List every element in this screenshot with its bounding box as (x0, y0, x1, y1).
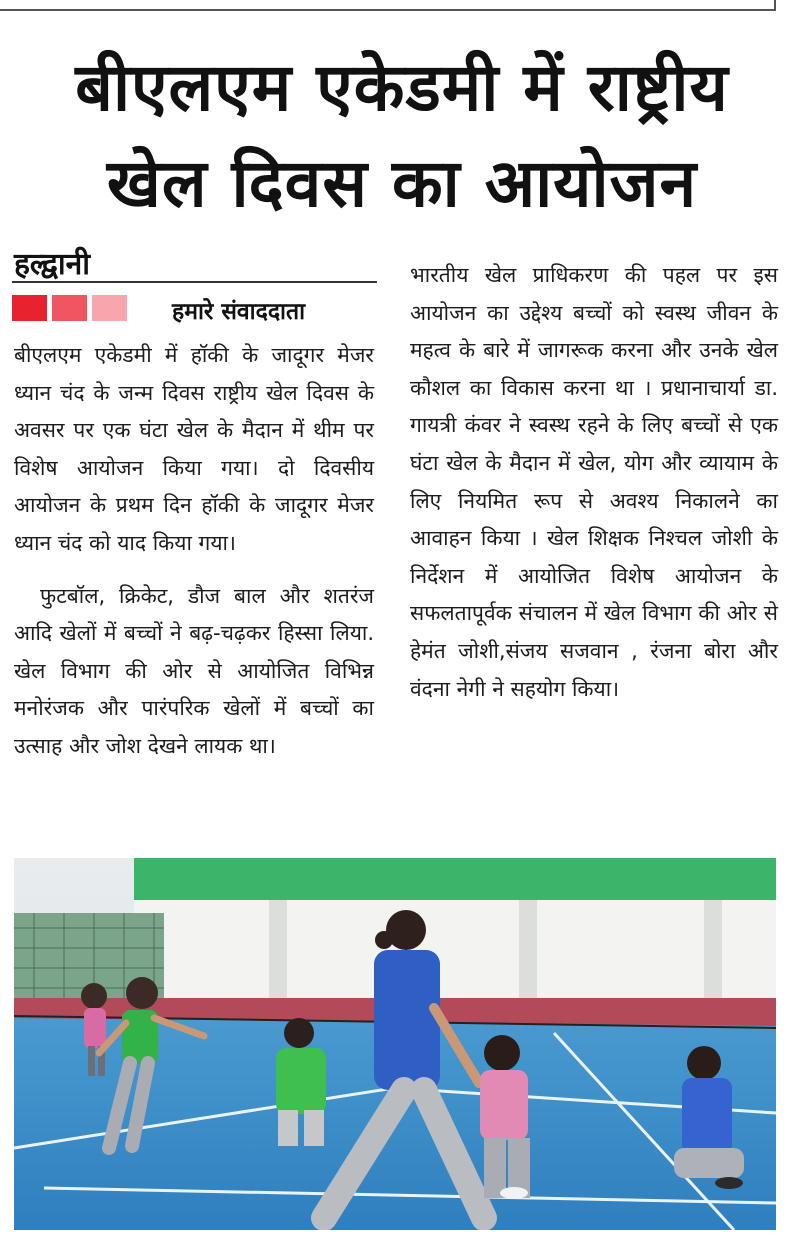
headline-line-2: खेल दिवस का आयोजन (106, 145, 698, 222)
headline-line-1: बीएलएम एकेडमी में राष्ट्रीय (75, 49, 729, 126)
event-photo (14, 858, 776, 1230)
paragraph-3: भारतीय खेल प्राधिकरण की पहल पर इस आयोजन का उद्देश्य बच्चों को स्वस्थ जीवन के महत्व के बारे में जागरूक करना और उनके खेल कौशल का विकास करना था । प्रधानाचार्या डा. गायत्री कंवर ने स्वस्थ रहने के लिए बच्चों से एक घंटा खेल के मैदान में खेल, योग और व्यायाम के लिए नियमित रूप से अवश्य निकालने का आवाहन किया । खेल शिक्षक निश्चल जोशी के निर्देशन में आयोजित विशेष आयोजन के सफलतापूर्वक संचालन में खेल विभाग की ओर से हेमंत जोशी,संजय सजवान , रंजना बोरा और वंदना नेगी ने सहयोग किया। (410, 263, 778, 701)
dateline-divider (12, 281, 377, 283)
children-playing-photo (14, 858, 776, 1230)
light-pink-block (92, 295, 127, 321)
article-column-left (14, 337, 374, 766)
top-border-rule (0, 0, 776, 11)
paragraph-1: बीएलएम एकेडमी में हॉकी के जादूगर मेजर ध्यान चंद के जन्म दिवस राष्ट्रीय खेल दिवस के अवसर पर एक घंटा खेल के मैदान में थीम पर विशेष आयोजन किया गया। दो दिवसीय आयोजन के प्रथम दिन हॉकी के जादूगर मेजर ध्यान चंद को याद किया गया। (14, 343, 375, 555)
paragraph-2: फुटबॉल, क्रिकेट, डौज बाल और शतरंज आदि खेलों में बच्चों ने बढ़-चढ़कर हिस्सा लिया. खेल विभाग की ओर से आयोजित विभिन्न मनोरंजक और पारंपरिक खेलों में बच्चों का उत्साह और जोश देखने लायक था। (14, 583, 374, 758)
byline: हमारे संवाददाता (172, 299, 306, 325)
headline (0, 40, 804, 232)
red-block (12, 295, 47, 321)
pink-block (52, 295, 87, 321)
article-column-right (410, 257, 778, 708)
byline-color-blocks (12, 295, 127, 321)
dateline: हल्द्वानी (14, 247, 91, 282)
